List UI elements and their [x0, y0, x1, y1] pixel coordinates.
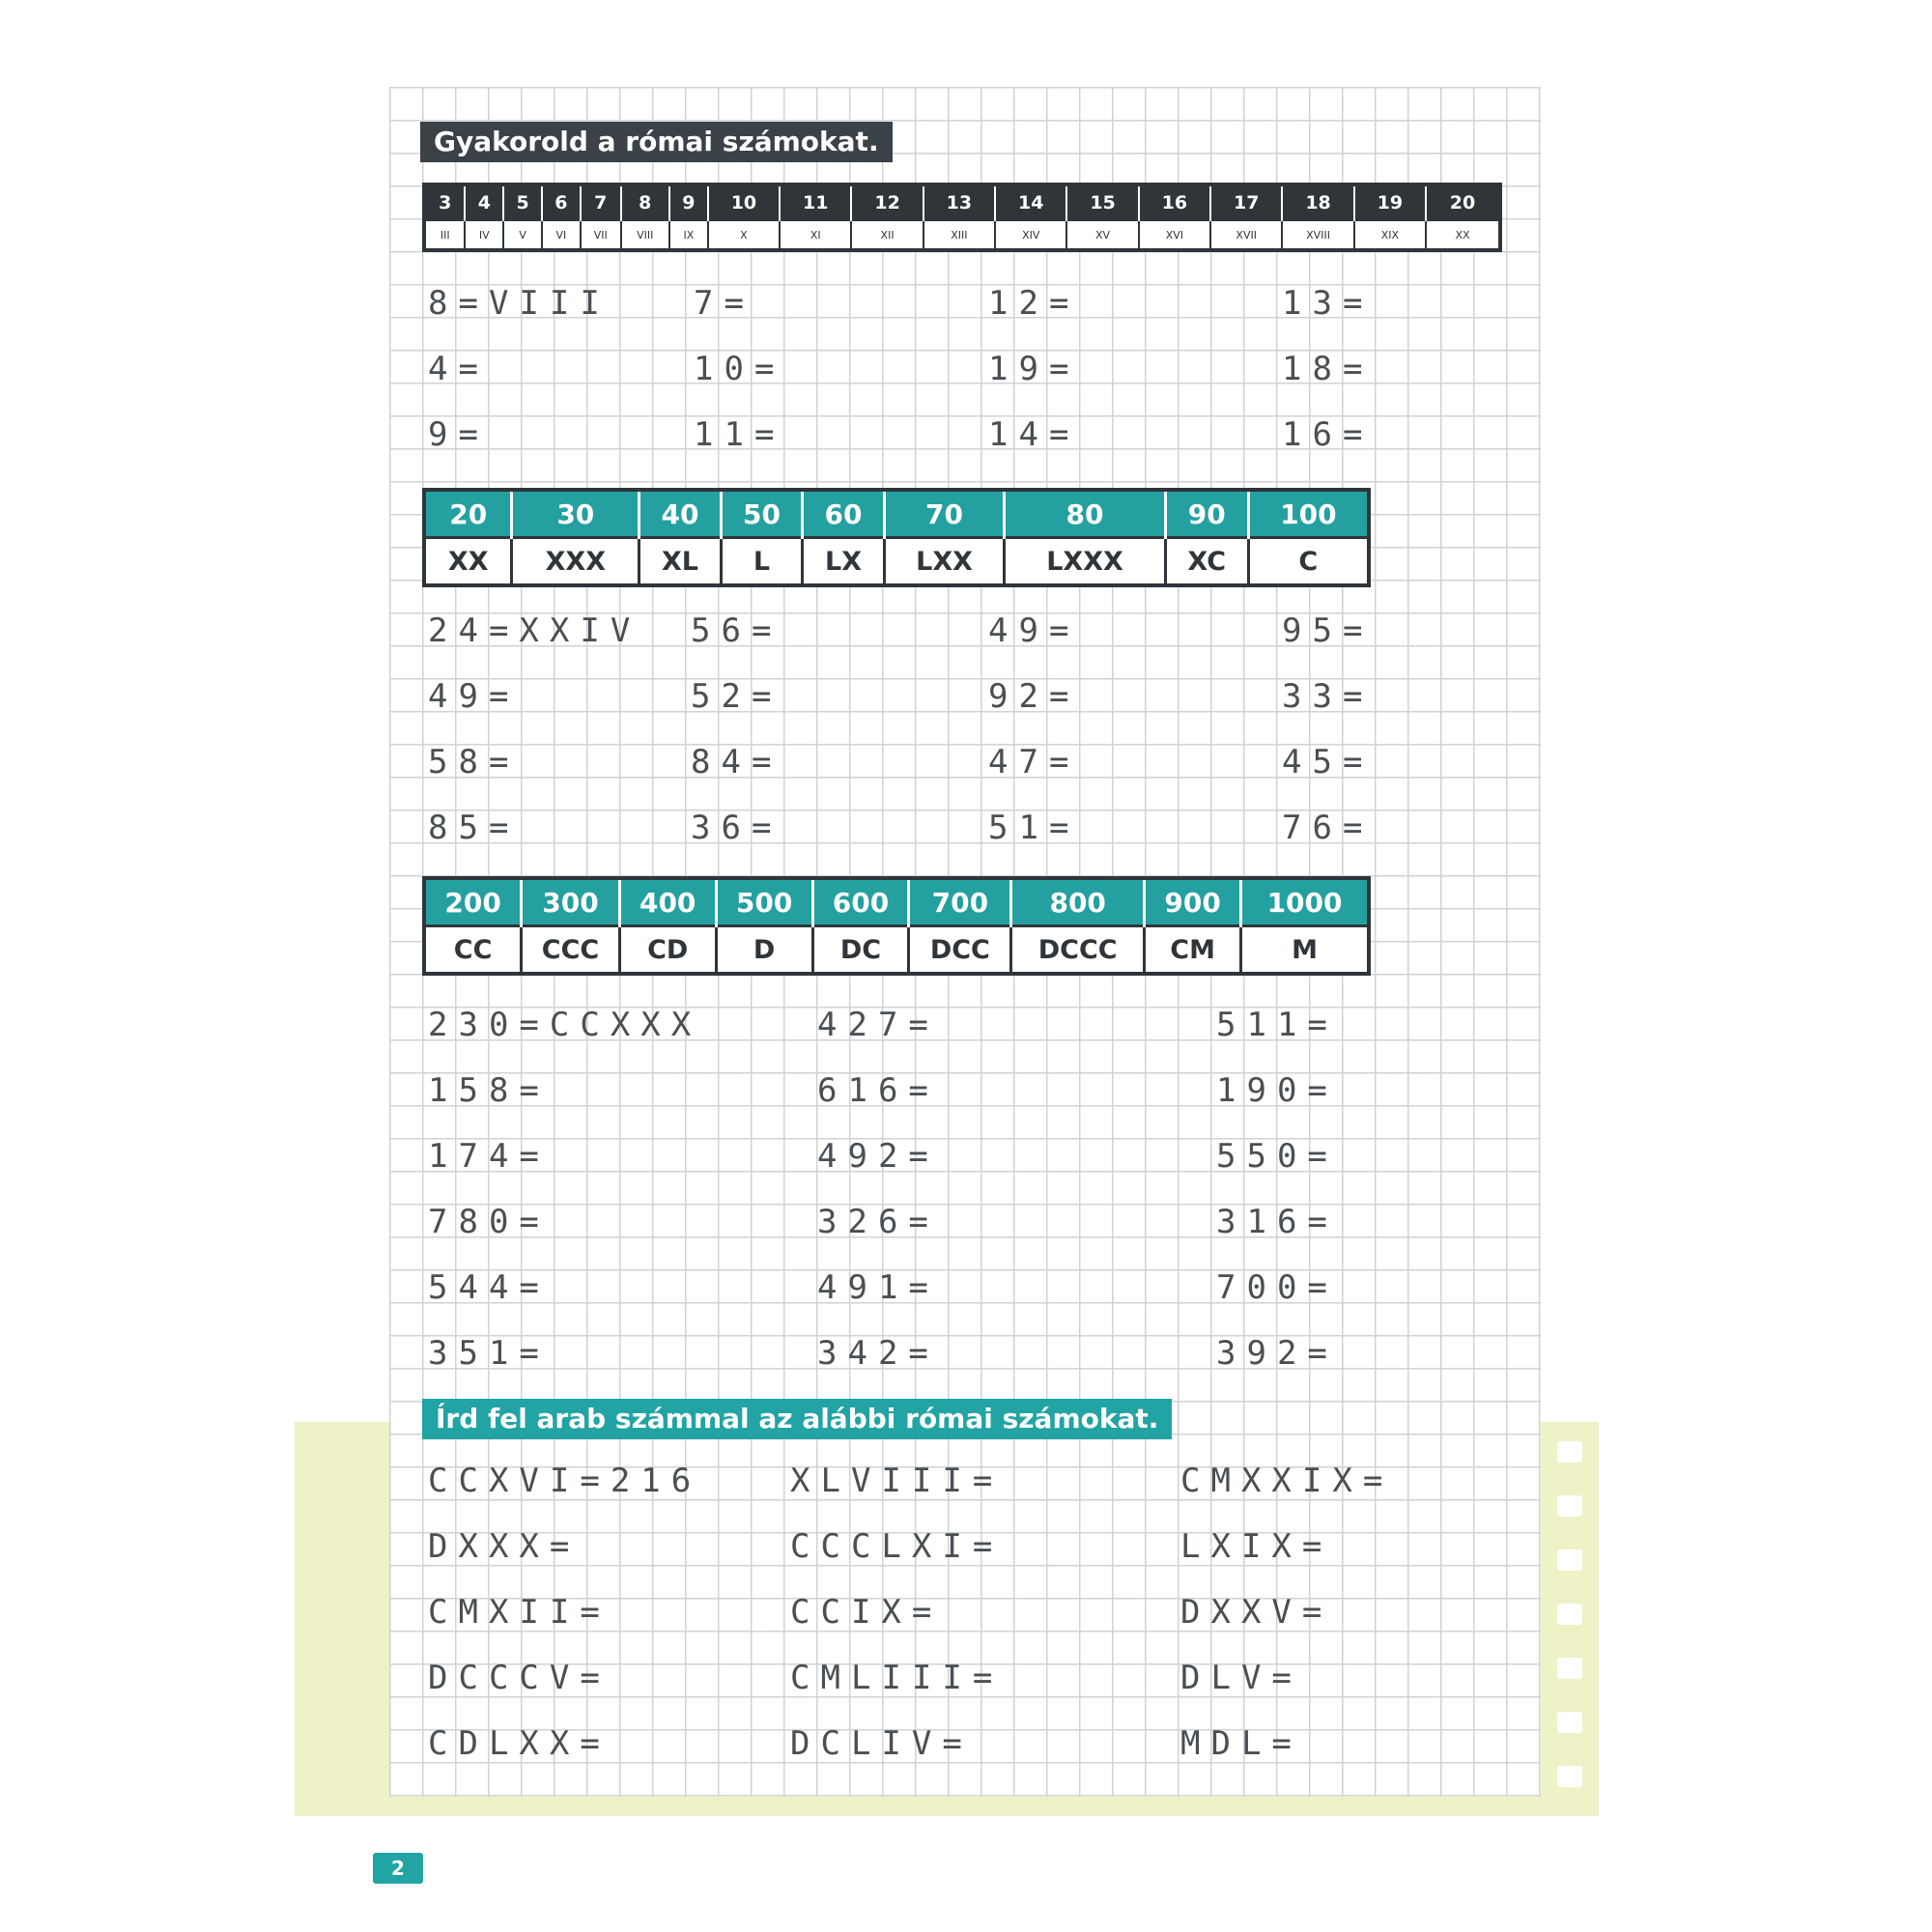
table2-number-cell: 80 [1005, 490, 1165, 538]
table3-number-cell: 900 [1145, 878, 1241, 926]
table2-number-cell: 40 [639, 490, 722, 538]
table1-roman-cell: VII [581, 220, 621, 250]
exercise-item: 230=CCXXX [428, 1006, 702, 1044]
exercise-item: 84= [691, 743, 782, 781]
exercise-item: 52= [691, 677, 782, 716]
table1-roman-cell: XVI [1139, 220, 1210, 250]
table1-number-cell: 19 [1354, 185, 1426, 220]
table3-roman-cell: D [716, 926, 812, 975]
exercise-item: 12= [988, 284, 1080, 323]
table1-roman-cell: XV [1066, 220, 1138, 250]
table1-number-cell: 9 [669, 185, 708, 220]
table1-roman-cell: XIV [995, 220, 1066, 250]
exercise-item: MDL= [1180, 1724, 1302, 1763]
exercise-item: 11= [694, 415, 785, 454]
page-number: 2 [373, 1853, 423, 1884]
table1-number-cell: 5 [503, 185, 542, 220]
table1-roman-cell: III [424, 220, 465, 250]
table2-roman-cell: C [1248, 538, 1369, 586]
table1-roman-cell: XVII [1210, 220, 1282, 250]
table2-number-cell: 70 [884, 490, 1005, 538]
exercise-item: 427= [817, 1006, 939, 1044]
table1-roman-cell: XI [780, 220, 851, 250]
table1-number-cell: 17 [1210, 185, 1282, 220]
table1-roman-cell: VIII [621, 220, 669, 250]
exercise-item: CCXVI=216 [428, 1462, 702, 1500]
exercise-item: 780= [428, 1203, 550, 1241]
exercise-item: 511= [1216, 1006, 1338, 1044]
exercise-item: DLV= [1180, 1659, 1302, 1697]
table2-number-cell: 50 [721, 490, 803, 538]
table1-number-cell: 3 [424, 185, 465, 220]
exercise-item: 544= [428, 1268, 550, 1307]
table3-roman-cell: CC [424, 926, 522, 975]
exercise-item: DXXV= [1180, 1593, 1333, 1632]
exercise-item: CCIX= [790, 1593, 943, 1632]
exercise-item: 190= [1216, 1071, 1338, 1110]
table1-number-cell: 15 [1066, 185, 1138, 220]
exercise-item: CMXXIX= [1180, 1462, 1394, 1500]
exercise-item: 36= [691, 809, 782, 847]
table1-roman-cell: IV [465, 220, 503, 250]
table3-number-cell: 400 [619, 878, 716, 926]
exercise-item: 8=VIII [428, 284, 611, 323]
exercise-item: 326= [817, 1203, 939, 1241]
table2-number-cell: 90 [1165, 490, 1248, 538]
exercise-item: 316= [1216, 1203, 1338, 1241]
exercise-item: 616= [817, 1071, 939, 1110]
reference-table-20-100 [422, 488, 1371, 587]
exercise-item: CMXII= [428, 1593, 611, 1632]
table2-number-cell: 60 [803, 490, 885, 538]
table2-number-cell: 20 [424, 490, 512, 538]
table1-number-cell: 14 [995, 185, 1066, 220]
exercise-item: 392= [1216, 1334, 1338, 1373]
exercise-item: 342= [817, 1334, 939, 1373]
table3-number-cell: 700 [909, 878, 1011, 926]
table1-roman-cell: VI [542, 220, 581, 250]
table1-number-cell: 11 [780, 185, 851, 220]
table1-roman-cell: XVIII [1282, 220, 1353, 250]
exercise-item: 76= [1282, 809, 1374, 847]
table1-number-cell: 10 [708, 185, 780, 220]
table3-roman-cell: M [1241, 926, 1369, 975]
table1-number-cell: 13 [923, 185, 995, 220]
table3-number-cell: 200 [424, 878, 522, 926]
exercise-item: 491= [817, 1268, 939, 1307]
reference-table-3-20 [422, 183, 1502, 252]
exercise-item: 16= [1282, 415, 1374, 454]
exercise-item: 492= [817, 1137, 939, 1176]
exercise-item: 7= [694, 284, 754, 323]
exercise-item: 700= [1216, 1268, 1338, 1307]
table2-roman-cell: LXX [884, 538, 1005, 586]
table2-roman-cell: XX [424, 538, 512, 586]
table1-number-cell: 20 [1426, 185, 1500, 220]
table2-number-cell: 100 [1248, 490, 1369, 538]
table2-roman-cell: XL [639, 538, 722, 586]
exercise-item: 95= [1282, 611, 1374, 650]
exercise-item: 58= [428, 743, 520, 781]
section4-title: Írd fel arab számmal az alábbi római számokat. [422, 1399, 1172, 1439]
table3-roman-cell: DCCC [1011, 926, 1145, 975]
section1-title: Gyakorold a római számokat. [420, 122, 893, 162]
exercise-item: 13= [1282, 284, 1374, 323]
table1-roman-cell: XIX [1354, 220, 1426, 250]
exercise-item: 158= [428, 1071, 550, 1110]
table1-roman-cell: IX [669, 220, 708, 250]
exercise-item: 49= [428, 677, 520, 716]
table2-roman-cell: L [721, 538, 803, 586]
table1-roman-cell: X [708, 220, 780, 250]
exercise-item: 4= [428, 350, 489, 388]
exercise-item: CCCLXI= [790, 1527, 1004, 1566]
table1-number-cell: 6 [542, 185, 581, 220]
exercise-item: 56= [691, 611, 782, 650]
table3-roman-cell: CM [1145, 926, 1241, 975]
table3-number-cell: 500 [716, 878, 812, 926]
exercise-item: 19= [988, 350, 1080, 388]
table3-roman-cell: DCC [909, 926, 1011, 975]
exercise-item: 45= [1282, 743, 1374, 781]
exercise-item: DCLIV= [790, 1724, 973, 1763]
exercise-item: DCCCV= [428, 1659, 611, 1697]
table1-number-cell: 12 [851, 185, 923, 220]
table3-roman-cell: CCC [522, 926, 620, 975]
exercise-item: 24=XXIV [428, 611, 641, 650]
table3-number-cell: 300 [522, 878, 620, 926]
exercise-item: LXIX= [1180, 1527, 1333, 1566]
exercise-item: 47= [988, 743, 1080, 781]
exercise-item: DXXX= [428, 1527, 581, 1566]
table1-roman-cell: V [503, 220, 542, 250]
table2-roman-cell: LX [803, 538, 885, 586]
exercise-item: 351= [428, 1334, 550, 1373]
exercise-item: XLVIII= [790, 1462, 1004, 1500]
exercise-item: CMLIII= [790, 1659, 1004, 1697]
exercise-item: 33= [1282, 677, 1374, 716]
table1-roman-cell: XII [851, 220, 923, 250]
table3-roman-cell: CD [619, 926, 716, 975]
table1-number-cell: 16 [1139, 185, 1210, 220]
table3-roman-cell: DC [812, 926, 909, 975]
table3-number-cell: 800 [1011, 878, 1145, 926]
exercise-item: CDLXX= [428, 1724, 611, 1763]
reference-table-200-1000 [422, 876, 1371, 976]
table2-roman-cell: XC [1165, 538, 1248, 586]
table2-roman-cell: XXX [512, 538, 639, 586]
exercise-item: 18= [1282, 350, 1374, 388]
exercise-item: 92= [988, 677, 1080, 716]
exercise-item: 10= [694, 350, 785, 388]
exercise-item: 51= [988, 809, 1080, 847]
exercise-item: 174= [428, 1137, 550, 1176]
table3-number-cell: 600 [812, 878, 909, 926]
table1-number-cell: 7 [581, 185, 621, 220]
exercise-item: 85= [428, 809, 520, 847]
table2-number-cell: 30 [512, 490, 639, 538]
table1-roman-cell: XX [1426, 220, 1500, 250]
table1-number-cell: 18 [1282, 185, 1353, 220]
table2-roman-cell: LXXX [1005, 538, 1165, 586]
table3-number-cell: 1000 [1241, 878, 1369, 926]
table1-number-cell: 8 [621, 185, 669, 220]
exercise-item: 550= [1216, 1137, 1338, 1176]
exercise-item: 14= [988, 415, 1080, 454]
exercise-item: 49= [988, 611, 1080, 650]
table1-number-cell: 4 [465, 185, 503, 220]
table1-roman-cell: XIII [923, 220, 995, 250]
exercise-item: 9= [428, 415, 489, 454]
